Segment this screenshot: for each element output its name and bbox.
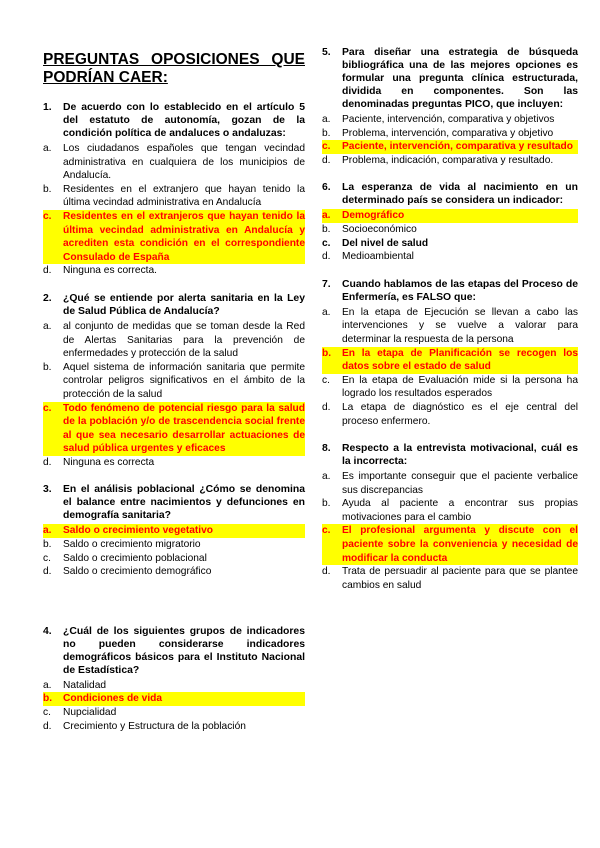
right-column: [322, 46, 578, 606]
question-number: 1.: [43, 102, 52, 113]
option-text: Todo fenómeno de potencial riesgo para la salud de la población y/o de trascendencia social frente al que sea necesario desarrollar actuaciones de salud pública urgentes y eficaces: [63, 402, 305, 455]
option-text: Residentes en el extranjeros que hayan tenido la última vecindad administrativa en Andalucía y acrediten esta condición en el correspondiente Consulado de España: [63, 210, 305, 263]
option-text: Condiciones de vida: [63, 692, 305, 706]
question-text: ¿Cuál de los siguientes grupos de indicadores no pueden considerarse indicadores demográficos básicos para el Instituto Nacional de Estadística?: [63, 625, 305, 676]
question-text: ¿Qué se entiende por alerta sanitaria en la Ley de Salud Pública de Andalucía?: [63, 292, 305, 317]
spacer: [43, 593, 305, 625]
option-c: [43, 552, 305, 566]
option-text: En la etapa de Evaluación mide si la persona ha logrado los resultados esperados: [342, 374, 578, 400]
option-c-correct: [322, 524, 578, 565]
option-a: [43, 142, 305, 183]
question-3: [43, 483, 305, 578]
option-text: Del nivel de salud: [342, 237, 429, 249]
option-c: [322, 237, 578, 251]
option-b: [322, 223, 578, 237]
option-letter: d.: [322, 251, 331, 263]
question-7: [322, 278, 578, 428]
option-text: En la etapa de Planificación se recogen los datos sobre el estado de salud: [342, 347, 578, 373]
option-letter: d.: [322, 401, 331, 413]
option-text: Paciente, intervención, comparativa y objetivos: [342, 114, 555, 125]
option-letter: c.: [43, 707, 51, 719]
option-a: [322, 113, 578, 127]
option-d: [322, 154, 578, 168]
option-letter: c.: [322, 140, 342, 154]
option-b: [43, 183, 305, 210]
option-letter: c.: [322, 374, 330, 386]
option-text: El profesional argumenta y discute con el paciente sobre la conveniencia y necesidad de modificar la conducta: [342, 525, 578, 564]
question-text: Respecto a la entrevista motivacional, cuál es la incorrecta:: [342, 443, 578, 468]
option-letter: c.: [43, 210, 63, 264]
option-b: [43, 538, 305, 552]
option-letter: b.: [322, 347, 342, 374]
option-a: [43, 679, 305, 693]
option-letter: a.: [322, 114, 331, 125]
option-text: Trata de persuadir al paciente para que se plantee cambios en salud: [342, 566, 578, 591]
option-d: [43, 565, 305, 579]
option-text: Nupcialidad: [63, 707, 117, 719]
option-text: al conjunto de medidas que se toman desde la Red de Alertas Sanitarias para la prevención de enfermedades y protección de la salud: [63, 320, 305, 360]
option-letter: b.: [322, 127, 331, 139]
option-letter: a.: [322, 209, 342, 223]
option-c: [43, 706, 305, 720]
question-number: 6.: [322, 182, 331, 194]
question-1: [43, 101, 305, 278]
option-text: Ninguna es correcta.: [63, 265, 158, 277]
option-letter: a.: [43, 679, 52, 691]
option-a: [43, 320, 305, 361]
option-b-correct: [322, 347, 578, 374]
option-letter: a.: [43, 524, 63, 538]
option-letter: c.: [43, 402, 63, 456]
question-text: La esperanza de vida al nacimiento en un determinado país se considera un indicador:: [342, 182, 578, 207]
option-letter: d.: [322, 566, 331, 578]
option-a: [322, 470, 578, 497]
option-letter: c.: [322, 237, 331, 249]
option-text: Natalidad: [63, 679, 107, 691]
left-column: [43, 46, 305, 747]
question-2: [43, 292, 305, 470]
option-text: Saldo o crecimiento poblacional: [63, 552, 207, 564]
option-text: Los ciudadanos españoles que tengan vecindad administrativa en cualquiera de los municipios de Andalucía.: [63, 143, 305, 182]
question-text: De acuerdo con lo establecido en el artículo 5 del estatuto de autonomía, gozan de la condición política de andaluces o andaluzas:: [63, 102, 305, 139]
option-text: Ninguna es correcta: [63, 456, 155, 468]
option-text: Medioambiental: [342, 251, 414, 263]
question-6: [322, 181, 578, 263]
question-text: Cuando hablamos de las etapas del Proceso de Enfermería, es FALSO que:: [342, 278, 578, 303]
option-d: [43, 720, 305, 734]
option-d: [43, 264, 305, 278]
option-letter: b.: [43, 539, 52, 551]
option-letter: d.: [43, 720, 52, 732]
page-title: [43, 51, 305, 87]
option-a-correct: [322, 209, 578, 223]
question-number: 5.: [322, 47, 331, 58]
option-text: La etapa de diagnóstico es el eje central del proceso enfermero.: [342, 401, 578, 427]
question-5: [322, 46, 578, 167]
option-letter: a.: [43, 320, 52, 332]
option-a-correct: [43, 524, 305, 538]
question-4: [43, 625, 305, 733]
option-d: [322, 250, 578, 264]
option-letter: c.: [43, 552, 51, 564]
option-letter: d.: [322, 154, 331, 166]
option-a: [322, 306, 578, 347]
option-text: Saldo o crecimiento migratorio: [63, 539, 201, 551]
option-letter: d.: [43, 265, 52, 277]
option-c-correct: [43, 402, 305, 456]
option-letter: d.: [43, 566, 52, 578]
question-8: [322, 442, 578, 592]
option-text: Ayuda al paciente a encontrar sus propias motivaciones para el cambio: [342, 498, 578, 523]
question-number: 8.: [322, 443, 331, 455]
option-text: Saldo o crecimiento demográfico: [63, 566, 212, 578]
option-d: [322, 565, 578, 592]
option-letter: b.: [322, 498, 331, 510]
option-text: Socioeconómico: [342, 223, 417, 235]
option-c: [322, 374, 578, 401]
option-b: [322, 497, 578, 524]
option-text: Problema, indicación, comparativa y resultado.: [342, 154, 554, 166]
option-b: [322, 127, 578, 141]
option-c-correct: [43, 210, 305, 264]
option-text: Saldo o crecimiento vegetativo: [63, 524, 305, 538]
question-number: 3.: [43, 484, 52, 496]
option-text: Aquel sistema de información sanitaria que permite controlar peligros significativos en el ámbito de la protección de la salud: [63, 361, 305, 400]
option-letter: a.: [322, 471, 331, 483]
question-number: 2.: [43, 292, 52, 304]
option-b-correct: [43, 692, 305, 706]
option-b: [43, 361, 305, 402]
option-letter: b.: [43, 183, 52, 195]
option-letter: b.: [43, 692, 63, 706]
option-d: [322, 401, 578, 428]
option-c-correct: [322, 140, 578, 154]
title-line-1: PREGUNTAS OPOSICIONES QUE: [43, 51, 305, 68]
option-text: Crecimiento y Estructura de la población: [63, 720, 246, 732]
option-letter: b.: [43, 361, 52, 373]
option-text: Es importante conseguir que el paciente verbalice sus discrepancias: [342, 471, 578, 496]
question-number: 4.: [43, 625, 52, 637]
option-text: Paciente, intervención, comparativa y resultado: [342, 140, 578, 154]
option-letter: a.: [43, 143, 52, 154]
option-d: [43, 456, 305, 470]
option-letter: a.: [322, 306, 331, 318]
question-text: En el análisis poblacional ¿Cómo se denomina el balance entre nacimientos y defunciones en demografía sanitaria?: [63, 484, 305, 522]
option-letter: b.: [322, 223, 331, 235]
option-text: Problema, intervención, comparativa y objetivo: [342, 127, 554, 139]
option-text: En la etapa de Ejecución se llevan a cabo las intervenciones y se vuelve a valorar para determinar la respuesta de la persona: [342, 306, 578, 345]
title-line-2: PODRÍAN CAER:: [43, 69, 168, 86]
question-text: Para diseñar una estrategia de búsqueda bibliográfica una de las mejores opciones es formular una pregunta clínica estructurada, dividida en componentes. Son las denominadas preguntas PICO, que incluyen:: [342, 47, 578, 110]
question-number: 7.: [322, 278, 331, 290]
option-text: Demográfico: [342, 209, 578, 223]
option-letter: d.: [43, 456, 52, 468]
option-letter: c.: [322, 524, 342, 565]
option-text: Residentes en el extranjero que hayan tenido la última vecindad administrativa en Andalucía: [63, 183, 305, 209]
